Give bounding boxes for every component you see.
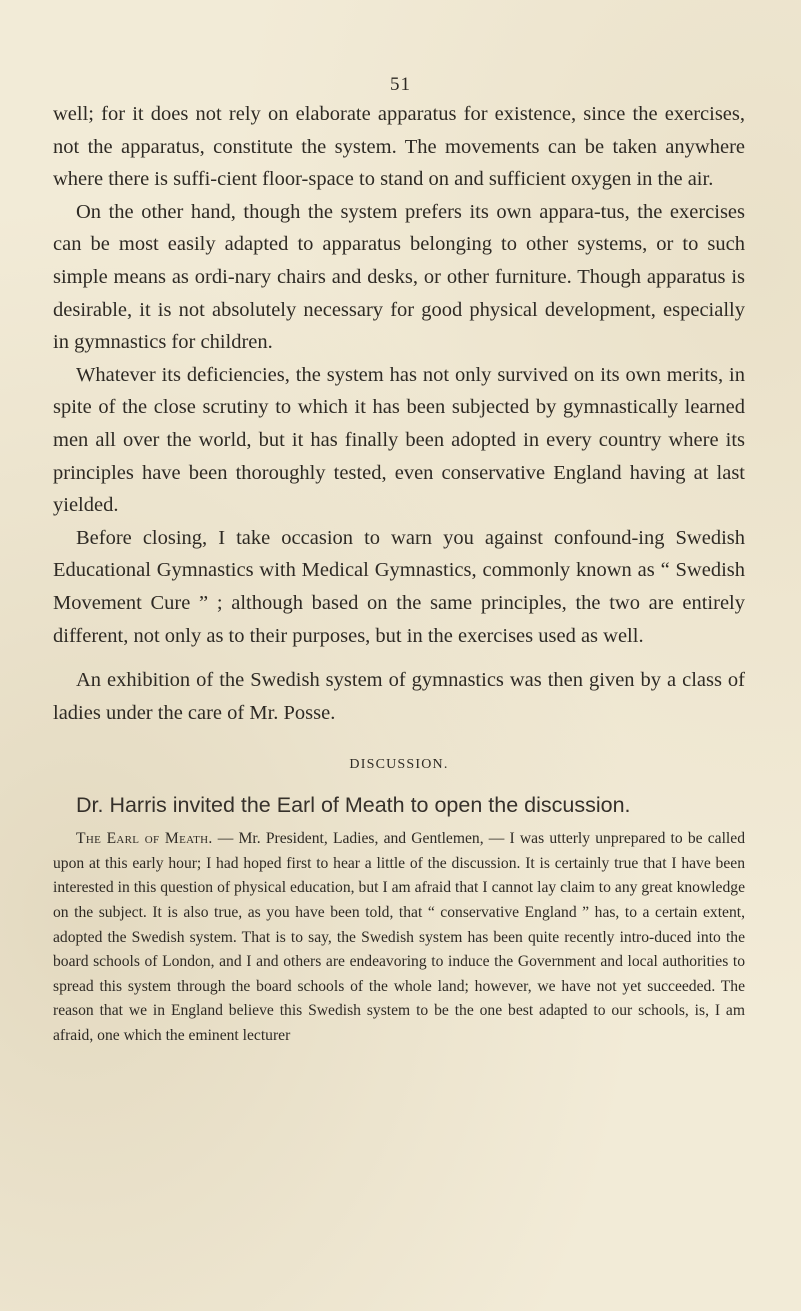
paragraph-before-closing: Before closing, I take occasion to warn you against confound-ing Swedish Educational Gymnastics with Medical Gymnastics, commonly known as “ Swedish Movement Cure ” ; although based on the same principles, the two are entirely different, not only as to their purposes, but in the exercises used as well. [53, 526, 745, 647]
paragraph-apparatus: well; for it does not rely on elaborate apparatus for existence, since the exercises, not the apparatus, constitute the system. The movements can be taken anywhere where there is suffi-cient floor-space to stand on and sufficient oxygen in the air. [53, 103, 745, 191]
speech-text: — Mr. President, Ladies, and Gentlemen, — I was utterly unprepared to be called upon at this early hour; I had hoped first to hear a little of the discussion. It is certainly true that I have been interested in this question of physical education, but I am afraid that I cannot lay claim to any great knowledge on the subject. It is also true, as you have been told, that “ conservative England ” has, to a certain extent, adopted the Swedish system. That is to say, the Swedish system has been quite recently intro-duced into the board schools of London, and I and others are endeavoring to induce the Government and local authorities to spread this system through the board schools of the whole land; however, we have not yet succeeded. The reason that we in England believe this Swedish system to be the one best adapted to our schools, is, I am afraid, one which the eminent lecturer [53, 830, 745, 1045]
main-text [53, 98, 745, 1049]
discussion-lead: Dr. Harris invited the Earl of Meath to open the discussion. [76, 793, 631, 818]
paragraph-exhibition: An exhibition of the Swedish system of gymnastics was then given by a class of ladies under the care of Mr. Posse. [53, 669, 745, 724]
page-number: 51 [390, 74, 411, 95]
earl-of-meath-speech [53, 827, 745, 1048]
paragraph-other-hand: On the other hand, though the system prefers its own appara-tus, the exercises can be most easily adapted to apparatus belonging to other systems, or to such simple means as ordi-nary chairs and desks, or other furniture. Though apparatus is desirable, it is not absolutely necessary for good physical development, especially in gymnastics for children. [53, 200, 745, 354]
paragraph-deficiencies: Whatever its deficiencies, the system has not only survived on its own merits, in spite of the close scrutiny to which it has been subjected by gymnastically learned men all over the world, but it has finally been adopted in every country where its principles have been thoroughly tested, even conservative England having at last yielded. [53, 363, 745, 517]
discussion-heading: DISCUSSION. [349, 757, 449, 773]
speaker-name: The Earl of Meath. [76, 830, 213, 848]
